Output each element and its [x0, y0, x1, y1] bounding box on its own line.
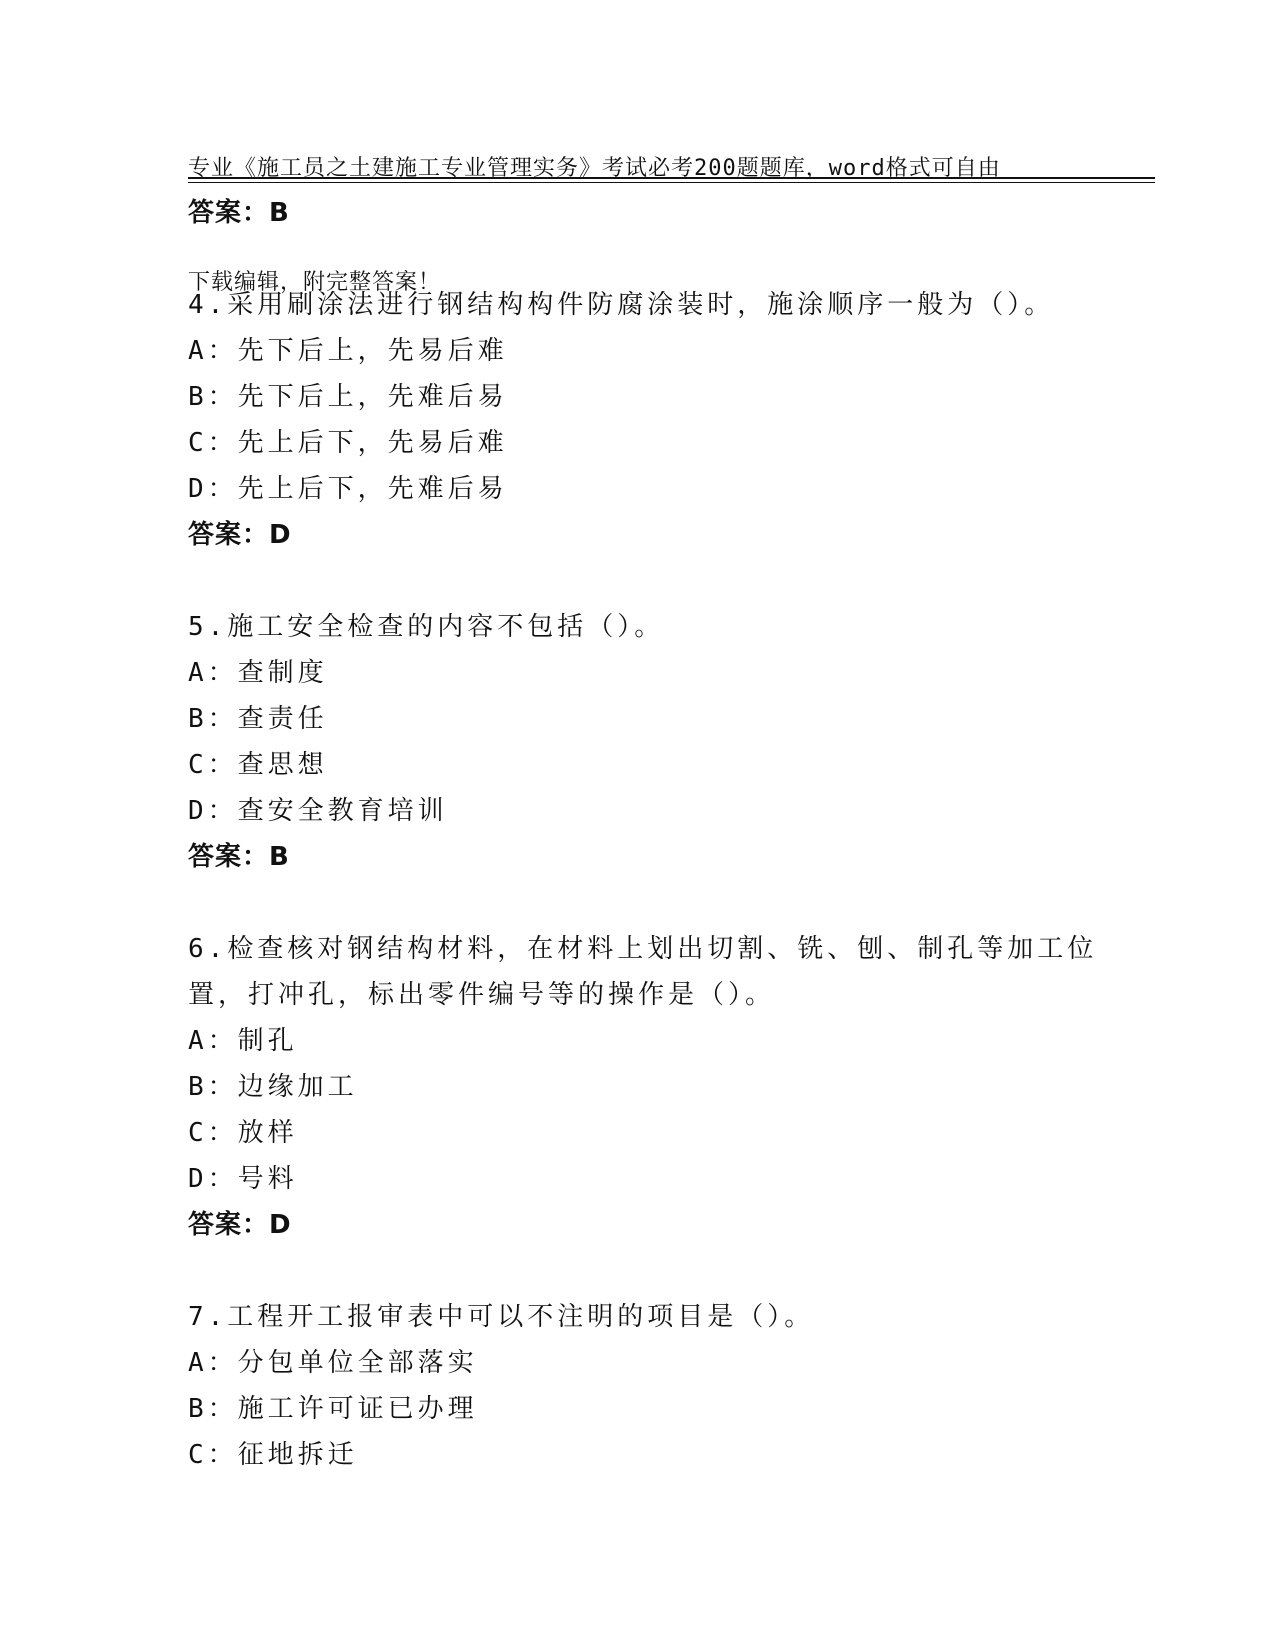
option-a: A：分包单位全部落实	[188, 1348, 478, 1378]
option-c: C：查思想	[188, 750, 328, 780]
question-text: 4.采用刷涂法进行钢结构构件防腐涂装时，施涂顺序一般为（）。	[188, 290, 1055, 320]
answer-line: 答案：D	[188, 520, 292, 550]
header-line-1: 专业《施工员之土建施工专业管理实务》考试必考200题题库，word格式可自由	[188, 156, 1001, 181]
spacer	[188, 880, 1088, 926]
question-block	[188, 926, 1098, 1248]
option-c: C：征地拆迁	[188, 1440, 358, 1470]
header-line-2: 下载编辑，附完整答案！	[188, 270, 442, 295]
answer-line: 答案：D	[188, 1210, 292, 1240]
option-d: D：查安全教育培训	[188, 796, 448, 826]
question-block	[188, 1294, 1088, 1478]
question-text-line-2: 置，打冲孔，标出零件编号等的操作是（）。	[188, 980, 776, 1010]
option-c: C：放样	[188, 1118, 298, 1148]
option-b: B：查责任	[188, 704, 328, 734]
answer-line: 答案：B	[188, 842, 290, 872]
option-d: D：号料	[188, 1164, 298, 1194]
option-b: B：边缘加工	[188, 1072, 358, 1102]
question-block	[188, 604, 1088, 880]
header-rule-thick	[188, 177, 1155, 179]
option-b: B：先下后上，先难后易	[188, 382, 508, 412]
option-c: C：先上后下，先易后难	[188, 428, 508, 458]
option-a: A：先下后上，先易后难	[188, 336, 508, 366]
spacer	[188, 1248, 1088, 1294]
question-text-line-1: 6.检查核对钢结构材料，在材料上划出切割、铣、刨、制孔等加工位	[188, 934, 1098, 964]
option-a: A：制孔	[188, 1026, 298, 1056]
question-text: 5.施工安全检查的内容不包括（）。	[188, 612, 665, 642]
question-text: 7.工程开工报审表中可以不注明的项目是（）。	[188, 1302, 815, 1332]
option-b: B：施工许可证已办理	[188, 1394, 478, 1424]
answer-line: 答案：B	[188, 198, 290, 228]
header-rule-thin	[188, 182, 1155, 183]
question-block	[188, 282, 1088, 558]
option-a: A：查制度	[188, 658, 328, 688]
option-d: D：先上后下，先难后易	[188, 474, 508, 504]
spacer	[188, 558, 1088, 604]
spacer	[188, 236, 1088, 282]
question-list	[188, 190, 1098, 1478]
